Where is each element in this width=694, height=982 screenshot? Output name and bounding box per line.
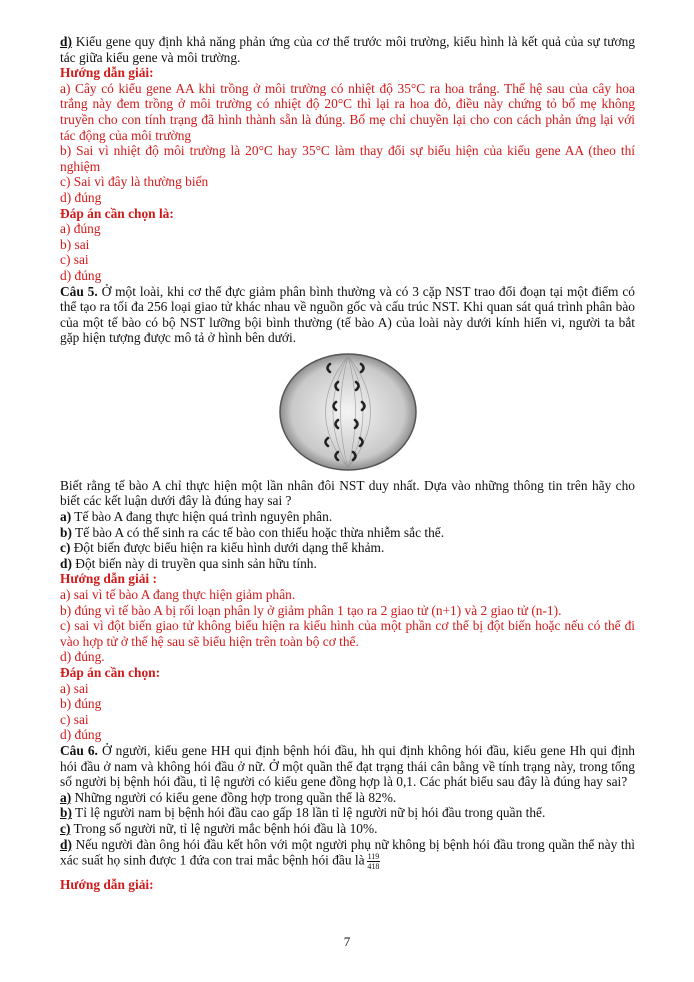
guide-b: b) Sai vì nhiệt độ môi trường là 20°C hay 35°C làm thay đổi sự biểu hiện của kiểu gene AA (theo thí nghiệm — [60, 143, 635, 174]
guide-heading: Hướng dẫn giải: — [60, 65, 154, 81]
answer-item: b) sai — [60, 236, 90, 252]
probability-fraction: $\frac{119}{418}$ — [367, 852, 380, 872]
document-page — [60, 34, 635, 893]
answer-item: c) sai — [60, 711, 89, 727]
answer-item: d) đúng — [60, 727, 102, 743]
guide-a: a) Cây có kiểu gene AA khi trồng ở môi trường có nhiệt độ 35°C ra hoa trắng. Thế hệ sau của cây hoa trắng này đem trồng ở môi trường có nhiệt độ 20°C thì lại ra hoa đỏ, điều này chứng tỏ bố mẹ không truyền cho con tính trạng đã hình thành sẵn là đúng. Bố mẹ chỉ chuyền lại cho con cách phản ứng lại với tác động của môi trường — [60, 80, 635, 143]
answer-heading: Đáp án cần chọn là: — [60, 205, 174, 221]
answer-item: c) sai — [60, 252, 89, 268]
answer-item: d) đúng — [60, 267, 102, 283]
guide-line: d) đúng. — [60, 649, 105, 665]
guide-d: d) đúng — [60, 189, 102, 205]
q5-option-a: a) Tế bào A đang thực hiện quá trình nguyên phân. — [60, 509, 333, 525]
question-5-context: Biết rằng tế bào A chỉ thực hiện một lần nhân đôi NST duy nhất. Dựa vào những thông tin trên hãy cho biết các kết luận dưới đây là đúng hay sai ? — [60, 477, 635, 509]
question-5: Câu 5. Ở một loài, khi cơ thể đực giảm phân bình thường và có 3 cặp NST trao đổi đoạn tại một điểm có thể tạo ra tối đa 256 loại giao tử khác nhau về nguồn gốc và cấu trúc NST. Khi quan sát quá trình phân bào của một tế bào có bộ NST lưỡng bội bình thường (tế bào A) của loài này dưới kính hiển vi, người ta bắt gặp hiện tượng được mô tả ở hình bên dưới. — [60, 283, 635, 346]
cell-diagram — [278, 352, 418, 472]
guide-heading: Hướng dẫn giải: — [60, 877, 154, 893]
answer-heading: Đáp án cần chọn: — [60, 665, 161, 680]
guide-line: b) đúng vì tế bào A bị rối loạn phân ly ở giảm phân 1 tạo ra 2 giao tử (n+1) và 2 giao tử (n-1). — [60, 602, 562, 618]
question-6: Câu 6. Ở người, kiểu gene HH qui định bệnh hói đầu, hh qui định không hói đầu, kiểu gene Hh qui định hói đầu ở nam và không hói đầu ở nữ. Ở một quần thể đạt trạng thái cân bằng về tính trạng này, trong tổng số người bị bệnh hói đầu, tỉ lệ người có kiểu gene đồng hợp là 0,1. Các phát biểu sau đây là đúng hay sai? — [60, 742, 635, 790]
statement-d: d) Kiểu gene quy định khả năng phản ứng của cơ thể trước môi trường, kiểu hình là kết quả của sự tương tác giữa kiểu gene và môi trường. — [60, 34, 635, 65]
cell-membrane — [280, 354, 416, 470]
q6-statement-a: a) Những người có kiểu gene đồng hợp trong quần thể là 82%. — [60, 789, 397, 805]
answer-item: b) đúng — [60, 696, 102, 712]
guide-line: a) sai vì tế bào A đang thực hiện giảm phân. — [60, 587, 296, 603]
option-label: d) — [60, 34, 72, 49]
page-number: 7 — [343, 934, 351, 949]
question-label: Câu 6. — [60, 742, 98, 758]
question-label: Câu 5. — [60, 283, 98, 299]
guide-c: c) Sai vì đây là thường biến — [60, 174, 209, 190]
q5-option-d: d) Đột biến này di truyền qua sinh sản hữu tính. — [60, 555, 317, 571]
guide-line: c) sai vì đột biến giao tử không biểu hiện ra kiểu hình của một phần cơ thể bị đột biến hoặc nếu có thể đi vào hợp tử ở thế hệ sau sẽ biểu hiện trên toàn bộ cơ thể. — [60, 618, 635, 649]
q6-statement-b: b) Tỉ lệ người nam bị bệnh hói đầu cao gấp 18 lần tỉ lệ người nữ bị hói đầu trong quần thể. — [60, 805, 546, 821]
q6-statement-c: c) Trong số người nữ, tỉ lệ người mắc bệnh hói đầu là 10%. — [60, 820, 378, 836]
q5-option-b: b) Tế bào A có thể sinh ra các tế bào con thiếu hoặc thừa nhiễm sắc thể. — [60, 524, 445, 540]
answer-item: a) đúng — [60, 221, 101, 237]
q5-option-c: c) Đột biến được biểu hiện ra kiểu hình dưới dạng thể khảm. — [60, 540, 385, 556]
cell-division-figure — [60, 352, 635, 472]
q6-statement-d: d) Nếu người đàn ông hói đầu kết hôn với một người phụ nữ không bị bệnh hói đầu trong quần thể này thì xác suất họ sinh được 1 đứa con trai mắc bệnh hói đầu là $\frac{119}{418}$ — [60, 836, 635, 872]
answer-item: a) sai — [60, 680, 89, 696]
guide-heading: Hướng dẫn giải : — [60, 571, 157, 587]
